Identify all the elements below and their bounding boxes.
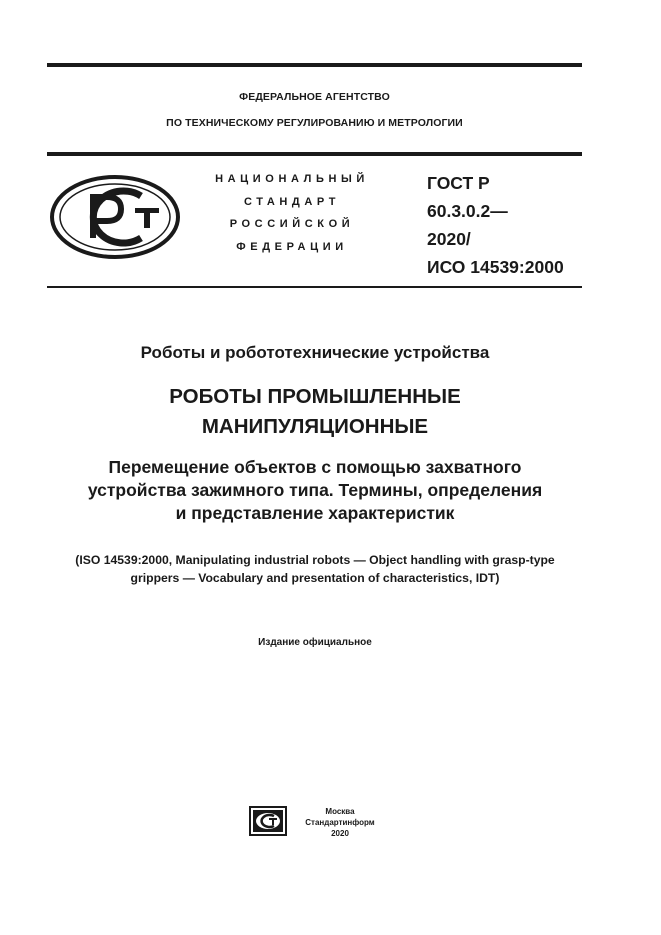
publisher-year: 2020 bbox=[331, 829, 349, 838]
subtitle-line-1: Перемещение объектов с помощью захватного bbox=[108, 457, 522, 477]
header-rule bbox=[47, 152, 582, 156]
designation-line-2: 60.3.0.2— bbox=[427, 201, 508, 221]
standartinform-logo-icon bbox=[249, 806, 287, 836]
publisher-name: Стандартинформ bbox=[305, 818, 375, 827]
top-rule bbox=[47, 63, 582, 67]
national-line-4: ФЕДЕРАЦИИ bbox=[236, 240, 348, 253]
national-line-2: СТАНДАРТ bbox=[243, 195, 341, 208]
title-block-rule bbox=[47, 286, 582, 288]
national-standard-label bbox=[192, 168, 392, 258]
agency-line-2: ПО ТЕХНИЧЕСКОМУ РЕГУЛИРОВАНИЮ И МЕТРОЛОГИИ bbox=[166, 117, 463, 129]
national-line-1: НАЦИОНАЛЬНЫЙ bbox=[215, 173, 369, 185]
designation-line-1: ГОСТ Р bbox=[427, 173, 490, 193]
edition-label: Издание официальное bbox=[258, 637, 372, 648]
main-title-line-1: РОБОТЫ ПРОМЫШЛЕННЫЕ bbox=[169, 385, 461, 408]
designation-line-3: 2020/ bbox=[427, 229, 471, 249]
publisher-city: Москва bbox=[325, 807, 355, 816]
subtitle-line-3: и представление характеристик bbox=[175, 503, 455, 523]
iso-reference-line-2: grippers — Vocabulary and presentation of characteristics, IDT) bbox=[130, 571, 500, 585]
national-line-3: РОССИЙСКОЙ bbox=[229, 218, 355, 230]
subtitle-line-2: устройства зажимного типа. Термины, определения bbox=[87, 480, 543, 500]
agency-line-1: ФЕДЕРАЛЬНОЕ АГЕНТСТВО bbox=[239, 91, 390, 103]
standard-designation bbox=[427, 169, 597, 281]
rst-logo-icon bbox=[49, 174, 181, 260]
main-title-line-2: МАНИПУЛЯЦИОННЫЕ bbox=[201, 415, 429, 438]
iso-reference-line-1: (ISO 14539:2000, Manipulating industrial robots — Object handling with grasp-type bbox=[75, 553, 555, 567]
designation-line-4: ИСО 14539:2000 bbox=[427, 257, 564, 277]
main-title bbox=[20, 382, 610, 442]
group-title: Роботы и робототехнические устройства bbox=[140, 343, 490, 362]
publisher-info bbox=[290, 806, 390, 839]
iso-reference bbox=[20, 551, 610, 587]
subtitle bbox=[20, 456, 610, 525]
